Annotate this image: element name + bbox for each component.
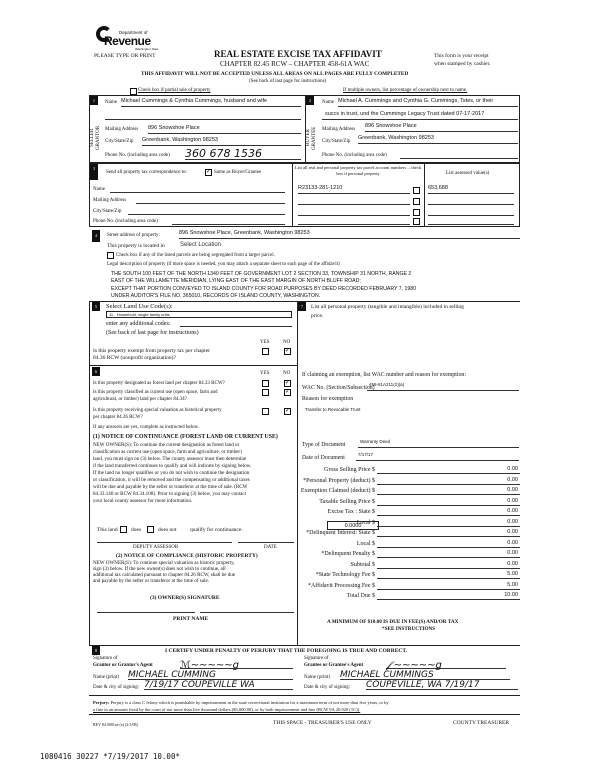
- label: Name: [93, 187, 105, 192]
- tax-row-value: 5.00: [507, 571, 518, 577]
- section-number: 1: [90, 96, 98, 105]
- tax-row-field[interactable]: [377, 519, 520, 527]
- text-line: your local county assessor for more information.: [93, 498, 193, 504]
- exemption-reason-field[interactable]: Transfer to Revocable Trust: [305, 407, 361, 412]
- text-line: NEW OWNER(S): To continue the current designation as forest land or: [93, 442, 240, 448]
- tax-row-field[interactable]: [377, 571, 520, 579]
- label: Name (print): [93, 675, 119, 680]
- seller-phone-value: 360 678 1536: [185, 147, 262, 160]
- tax-row-value: 0.00: [507, 550, 518, 556]
- personal-property-checkbox-4[interactable]: [413, 218, 420, 225]
- label: Send all property tax correspondence to:: [106, 170, 187, 175]
- text-line: If the land no longer qualifies or you do not wish to continue the designation: [93, 470, 250, 476]
- warning: THIS AFFIDAVIT WILL NOT BE ACCEPTED UNLESS ALL AREAS ON ALL PAGES ARE FULLY COMPLETED: [141, 71, 409, 77]
- label: If claiming an exemption, list WAC number and reason for exemption:: [302, 372, 466, 378]
- exempt-no-checkbox[interactable]: ✓: [285, 348, 291, 354]
- seller-name-field-2[interactable]: [105, 112, 301, 120]
- tax-row-value: 0.00: [507, 529, 518, 535]
- location-select[interactable]: Select Location: [180, 242, 222, 248]
- text-line: sign (3) below. If the new owner(s) does not wish to continue, all: [93, 566, 226, 572]
- label: Perjury:: [93, 700, 110, 705]
- tax-row-field[interactable]: [377, 550, 520, 558]
- receipt-note: This form is your receipt: [434, 53, 489, 59]
- question: Is this property receiving special valuation as historical property: [93, 408, 222, 413]
- tax-row-field[interactable]: [377, 540, 520, 548]
- legal-description: EXCEPT THAT PORTION CONVEYED TO ISLAND COUNTY FOR ROAD PURPOSES BY DEED RECORDED FEBRUARY 7, 1980: [111, 286, 417, 292]
- seller-name-field[interactable]: [121, 98, 301, 107]
- chapters: CHAPTER 82.45 RCW – CHAPTER 458-61A WAC: [220, 60, 370, 68]
- label: numbers – check box if personal property: [336, 165, 422, 176]
- text-line: if the land transferred continues to qualify and will indicate by signing below.: [93, 463, 252, 469]
- label: City/State/Zip: [93, 209, 122, 214]
- text-line: and payable by the seller or transferor at the time of sale.: [93, 578, 209, 584]
- label: PRINT NAME: [173, 616, 209, 622]
- tax-row-value: 0.00: [507, 508, 518, 514]
- seller-address-value: 896 Snowshoe Place: [148, 125, 200, 131]
- notice-continuance-text: [93, 442, 251, 505]
- tax-row-field[interactable]: [377, 487, 520, 495]
- current-use-no-checkbox[interactable]: ✓: [285, 389, 291, 395]
- label: Check box if any of the listed parcels are being segregated from a larger parcel.: [116, 253, 275, 258]
- street-address-field[interactable]: 896 Snowshoe Place, Greenbank, Washington 98253: [179, 230, 520, 239]
- tax-row-value: 0.00: [507, 560, 518, 567]
- parcel-header: [294, 165, 422, 177]
- tax-row-label: *State Technology Fee $: [315, 572, 375, 578]
- label: City/State/Zip: [322, 139, 351, 144]
- forest-yes-checkbox[interactable]: [262, 380, 269, 387]
- personal-property-checkbox-3[interactable]: [413, 209, 420, 216]
- tax-row-value: 5.00: [507, 581, 518, 588]
- form-revision: REV 84 0001ae (a) (2/1/08): [93, 722, 138, 727]
- treasurer-space-label: THIS SPACE - TREASURER'S USE ONLY: [273, 720, 372, 726]
- section-number: 4: [92, 230, 100, 242]
- legal-description: UNDER AUDITOR'S FILE NO. 365010, RECORDS OF ISLAND COUNTY, WASHINGTON.: [111, 293, 321, 299]
- exempt-yes-checkbox[interactable]: [262, 348, 269, 355]
- tax-row-label: Local $: [356, 519, 375, 526]
- receipt-note: when stamped by cashier.: [434, 61, 491, 67]
- grantor-date-city-field[interactable]: [144, 680, 293, 690]
- tax-row-value: 0.00: [507, 476, 518, 483]
- label: Reason for exemption: [302, 396, 354, 402]
- tax-row-label: *Personal Property (deduct) $: [303, 477, 375, 484]
- seller-city-value: Greenbank, Washington 98253: [142, 137, 218, 143]
- label: This land: [97, 527, 118, 533]
- seller-label: SELLER GRANTOR: [90, 125, 101, 151]
- tax-row-field[interactable]: [377, 498, 520, 506]
- grantor-signature[interactable]: [180, 660, 293, 669]
- label: Date & city of signing:: [304, 685, 351, 690]
- buyer-city-field[interactable]: [358, 135, 518, 144]
- grantee-name-field[interactable]: [340, 670, 510, 680]
- buyer-name-value: Michael A. Cummings and Cynthia G. Cummings, Tstes, or their: [338, 98, 494, 104]
- tax-row-field[interactable]: [377, 529, 520, 537]
- label: Name: [322, 100, 334, 105]
- owner-signature-line[interactable]: [97, 612, 195, 613]
- see-instructions: *SEE INSTRUCTIONS: [382, 626, 436, 632]
- label: price.: [311, 313, 324, 319]
- land-use-code-select[interactable]: 11 - Household, single family units: [106, 311, 292, 318]
- label: Legal description of property (if more space is needed, you may attach a separate sheet to each page of the affidavit): [107, 262, 340, 267]
- instruction: If any answers are yes, complete as instructed below.: [93, 425, 200, 430]
- owner-signature-title: (3) OWNER(S) SIGNATURE: [150, 595, 220, 601]
- see-back-note: (See back of last page for instructions): [249, 79, 327, 84]
- seller-phone-field[interactable]: [185, 147, 301, 160]
- question: per chapter 84.26 RCW?: [93, 415, 143, 420]
- certification: I CERTIFY UNDER PENALTY OF PERJURY THAT THE FOREGOING IS TRUE AND CORRECT.: [165, 648, 408, 654]
- tax-row-label: Total Due $: [346, 593, 375, 599]
- does-qualify-checkbox[interactable]: [120, 526, 127, 533]
- divider: [297, 301, 298, 645]
- label: Date of Document: [302, 455, 345, 461]
- historic-yes-checkbox[interactable]: [262, 408, 269, 415]
- question: 84.36 RCW (nonprofit organization)?: [93, 355, 176, 361]
- grantor-name-field[interactable]: [128, 670, 293, 680]
- label: List all real and personal property tax parcel account: [294, 165, 390, 170]
- label: Date & city of signing:: [93, 685, 140, 690]
- section-number: 3: [90, 164, 98, 180]
- divider: [89, 365, 297, 366]
- section-number: 8: [92, 646, 100, 655]
- signature-scribble: ℳ~~~~~g: [180, 660, 239, 671]
- divider: [424, 163, 425, 227]
- tax-row-label: Local $: [356, 540, 375, 547]
- buyer-address-field[interactable]: [365, 123, 518, 132]
- logo-text: Department of: [119, 30, 148, 35]
- tax-row-field[interactable]: [377, 466, 520, 474]
- personal-property-checkbox-2[interactable]: [413, 198, 420, 205]
- legal-description: THE SOUTH 100 FEET OF THE NORTH 1340 FEET OF GOVERNMENT LOT 2 SECTION 33, TOWNSHIP 31 NORTH, RANGE 2: [111, 271, 412, 277]
- label: Phone No. (including area code): [322, 153, 387, 158]
- question: agricultural, or timber) land per chapter 84.34?: [93, 397, 187, 402]
- label: Mailing Address: [105, 127, 139, 132]
- tax-row-label: Gross Selling Price $: [324, 467, 375, 473]
- corr-phone-field[interactable]: [172, 218, 285, 225]
- logo-text: Washington State: [135, 47, 159, 51]
- tax-row-value: 0.00: [507, 518, 518, 525]
- forest-no-checkbox[interactable]: ✓: [285, 380, 291, 386]
- tax-row-field[interactable]: [377, 508, 520, 516]
- owner-signature-line-2[interactable]: [200, 612, 294, 613]
- historic-no-checkbox[interactable]: ✓: [285, 408, 291, 414]
- multiple-owners-note: If multiple owners, list percentage of ownership next to name.: [343, 88, 468, 93]
- label: Grantor or Grantor's Agent: [93, 663, 153, 668]
- section-number: 7: [298, 302, 306, 311]
- text-line: Perjury is a class C felony which is punishable by imprisonment in the state correctional institution for a maximum term of not more than five years, or by: [110, 700, 389, 705]
- additional-codes-field[interactable]: [180, 320, 292, 327]
- wac-number-field[interactable]: 458-61A211(2)(a): [367, 382, 519, 391]
- label: YES: [260, 371, 270, 376]
- logo-text: Revenue: [104, 34, 151, 48]
- personal-property-checkbox-1[interactable]: [413, 187, 420, 194]
- text-line: will be due and payable by the seller or transferor at the time of sale. (RCW: [93, 484, 248, 490]
- partial-sale-label: Check box if partial sale of property: [138, 88, 211, 93]
- label: Select Land Use Code(s):: [106, 303, 173, 310]
- label: does not: [158, 527, 177, 533]
- grantor-date-value: 7/19/17 COUPEVILLE WA: [144, 680, 255, 690]
- label: YES: [260, 340, 270, 345]
- question: Is this property classified as current use (open space, farm and: [93, 390, 218, 395]
- label: DATE: [264, 545, 277, 550]
- text-line: land, you must sign on (3) below. The county assessor must then determine: [93, 456, 247, 462]
- tax-row-value: 0.00: [507, 497, 518, 504]
- divider: [89, 695, 520, 696]
- text-line: 84.33.140 or RCW 84.34.108). Prior to signing (3) below, you may contact: [93, 491, 247, 497]
- deputy-assessor-signature-line[interactable]: [97, 542, 232, 543]
- assessor-date-line[interactable]: [238, 542, 294, 543]
- local-rate-field[interactable]: 0.0000: [327, 521, 379, 530]
- label: qualify for continuance.: [190, 527, 243, 533]
- label: NO: [283, 371, 291, 376]
- perjury-text-2: a fine in an amount fixed by the court of not more than five thousand dollars ($5,000.00), or by both imprisonment and fine (RCW 9A.20.020 (1C)).: [93, 707, 361, 712]
- notice-title: (2) NOTICE OF COMPLIANCE (HISTORIC PROPERTY): [116, 553, 258, 559]
- tax-row-label: *Affidavit Processing Fee $: [307, 582, 375, 589]
- label: This property is located in: [107, 243, 165, 249]
- notice-title: (1) NOTICE OF CONTINUANCE (FOREST LAND OR CURRENT USE): [93, 434, 278, 440]
- label: Mailing Address: [322, 127, 356, 132]
- label: Phone No. (including area code): [105, 153, 170, 158]
- corr-name-field[interactable]: [110, 186, 285, 193]
- assessed-value-1[interactable]: 653,688: [428, 185, 514, 194]
- divider: [292, 163, 293, 227]
- label: does: [131, 527, 142, 533]
- document-type-field[interactable]: Warranty Deed: [358, 439, 519, 448]
- divider: [89, 301, 90, 645]
- parcel-field-4[interactable]: [298, 219, 410, 225]
- document-date-field[interactable]: 7/17/17: [356, 452, 519, 461]
- notice-compliance-text: [93, 560, 235, 584]
- section-number: 5: [92, 302, 100, 311]
- tax-row-value: 0.00: [507, 466, 518, 472]
- label: DEPUTY ASSESSOR: [133, 545, 179, 550]
- label: City/State/Zip: [105, 139, 134, 144]
- grantee-name-value: MICHAEL CUMMINGS: [340, 670, 434, 680]
- tax-row-value: 10.00: [504, 592, 518, 598]
- partial-sale-checkbox[interactable]: [130, 88, 137, 95]
- tax-row-field[interactable]: [377, 582, 520, 590]
- tax-row-value: 0.00: [507, 487, 518, 493]
- same-as-buyer-checkbox[interactable]: ✓: [206, 169, 212, 175]
- text-line: additional tax calculated pursuant to chapter 84.26 RCW, shall be due: [93, 572, 236, 578]
- text-line: or classification, it will be removed and the compensating or additional taxes: [93, 477, 250, 483]
- seller-city-field[interactable]: [142, 137, 301, 146]
- cashier-stamp: 1080416 30227 *7/19/2017 10.00*: [40, 752, 180, 761]
- label: Grantee or Grantee's Agent: [304, 663, 364, 668]
- label: Name: [105, 100, 117, 105]
- tax-row-label: *Delinquent Interest: State $: [306, 530, 375, 536]
- assessed-value-2[interactable]: [428, 198, 514, 205]
- corr-city-field[interactable]: [128, 208, 285, 215]
- label: enter any additional codes:: [106, 321, 171, 327]
- label: Phone No. (including area code): [93, 219, 158, 224]
- label: Street address of property:: [107, 233, 160, 238]
- county-treasurer-label: COUNTY TREASURER: [453, 720, 510, 726]
- grantee-signature[interactable]: [386, 660, 506, 669]
- tax-row-label: Exemption Claimed (deduct) $: [300, 488, 375, 494]
- buyer-label: BUYER GRANTEE: [306, 126, 317, 150]
- label: WAC No. (Section/Subsection): [302, 385, 375, 391]
- corr-address-field[interactable]: [136, 197, 285, 204]
- buyer-name-field[interactable]: [338, 98, 518, 107]
- minimum-note: A MINIMUM OF $10.00 IS DUE IN FEE(S) AND/OR TAX: [327, 619, 459, 625]
- current-use-yes-checkbox[interactable]: [262, 389, 269, 396]
- buyer-phone-field[interactable]: [400, 151, 518, 159]
- label: List all personal property (tangible and intangible) included in selling: [311, 304, 464, 310]
- please-type: PLEASE TYPE OR PRINT: [94, 53, 156, 59]
- form-title: REAL ESTATE EXCISE TAX AFFIDAVIT: [214, 49, 382, 59]
- divider: [89, 714, 520, 715]
- text-line: classification as current use (open space, farm and agriculture, or timber): [93, 449, 242, 455]
- tax-row-label: *Delinquent Penalty $: [321, 551, 375, 557]
- question: Is this property exempt from property tax per chapter: [93, 348, 210, 354]
- segregated-checkbox[interactable]: [107, 252, 114, 259]
- does-not-qualify-checkbox[interactable]: [147, 526, 154, 533]
- label: Signature of: [304, 656, 329, 661]
- assessed-value-3[interactable]: [428, 209, 514, 216]
- parcel-field-1[interactable]: R23133-281-1210: [298, 185, 410, 194]
- assessed-value-4[interactable]: [428, 219, 514, 225]
- perjury-text-1: [93, 700, 389, 705]
- label: List assessed value(s): [446, 171, 490, 176]
- grantee-date-value: COUPEVILLE, WA 7/19/17: [366, 680, 480, 690]
- tax-row-field[interactable]: [377, 592, 520, 600]
- grantor-name-value: MICHAEL CUMMING: [128, 670, 216, 680]
- label: Name (print): [304, 675, 330, 680]
- label: Type of Document: [302, 442, 346, 448]
- divider: [89, 645, 520, 646]
- label: (See back of last page for instructions): [106, 330, 199, 336]
- label: NO: [283, 340, 291, 345]
- parcel-field-2[interactable]: [298, 198, 410, 205]
- parcel-field-3[interactable]: [298, 209, 410, 216]
- seller-address-field[interactable]: [148, 125, 301, 134]
- tax-row-label: Excise Tax : State $: [327, 509, 375, 515]
- grantee-date-city-field[interactable]: [366, 680, 518, 690]
- buyer-name-field-2[interactable]: [322, 111, 518, 120]
- seller-name-value: Michael Cummings & Cynthia Cummings, husband and wife: [121, 98, 268, 104]
- tax-row-field[interactable]: [377, 561, 520, 569]
- signature-scribble: 𝒻 ~~~~~g: [386, 660, 442, 671]
- tax-row-label: Subtotal $: [350, 561, 375, 568]
- buyer-city-value: Greenbank, Washington 98253: [358, 135, 434, 141]
- tax-row-label: Taxable Selling Price $: [319, 498, 375, 505]
- label: Same as Buyer/Grantee: [214, 170, 262, 175]
- tax-row-field[interactable]: [377, 477, 520, 485]
- section-number: 2: [306, 96, 314, 105]
- tax-row-value: 0.00: [507, 539, 518, 546]
- buyer-name-value-2: succs in trust, und the Cummings Legacy Trust dated 07-17-2017: [325, 111, 485, 117]
- label: Signature of: [93, 656, 118, 661]
- text-line: NEW OWNER(S): To continue special valuation as historic property,: [93, 560, 235, 566]
- buyer-address-value: 896 Snowshoe Place: [365, 123, 417, 129]
- label: Mailing Address: [93, 198, 127, 203]
- legal-description: EAST OF THE WILLAMETTE MERIDIAN, LYING EAST OF THE EAST MARGIN OF NORTH BLUFF ROAD;: [111, 278, 361, 284]
- question: Is this property designated as forest land per chapter 84.33 RCW?: [93, 381, 225, 386]
- section-number: 6: [92, 367, 100, 376]
